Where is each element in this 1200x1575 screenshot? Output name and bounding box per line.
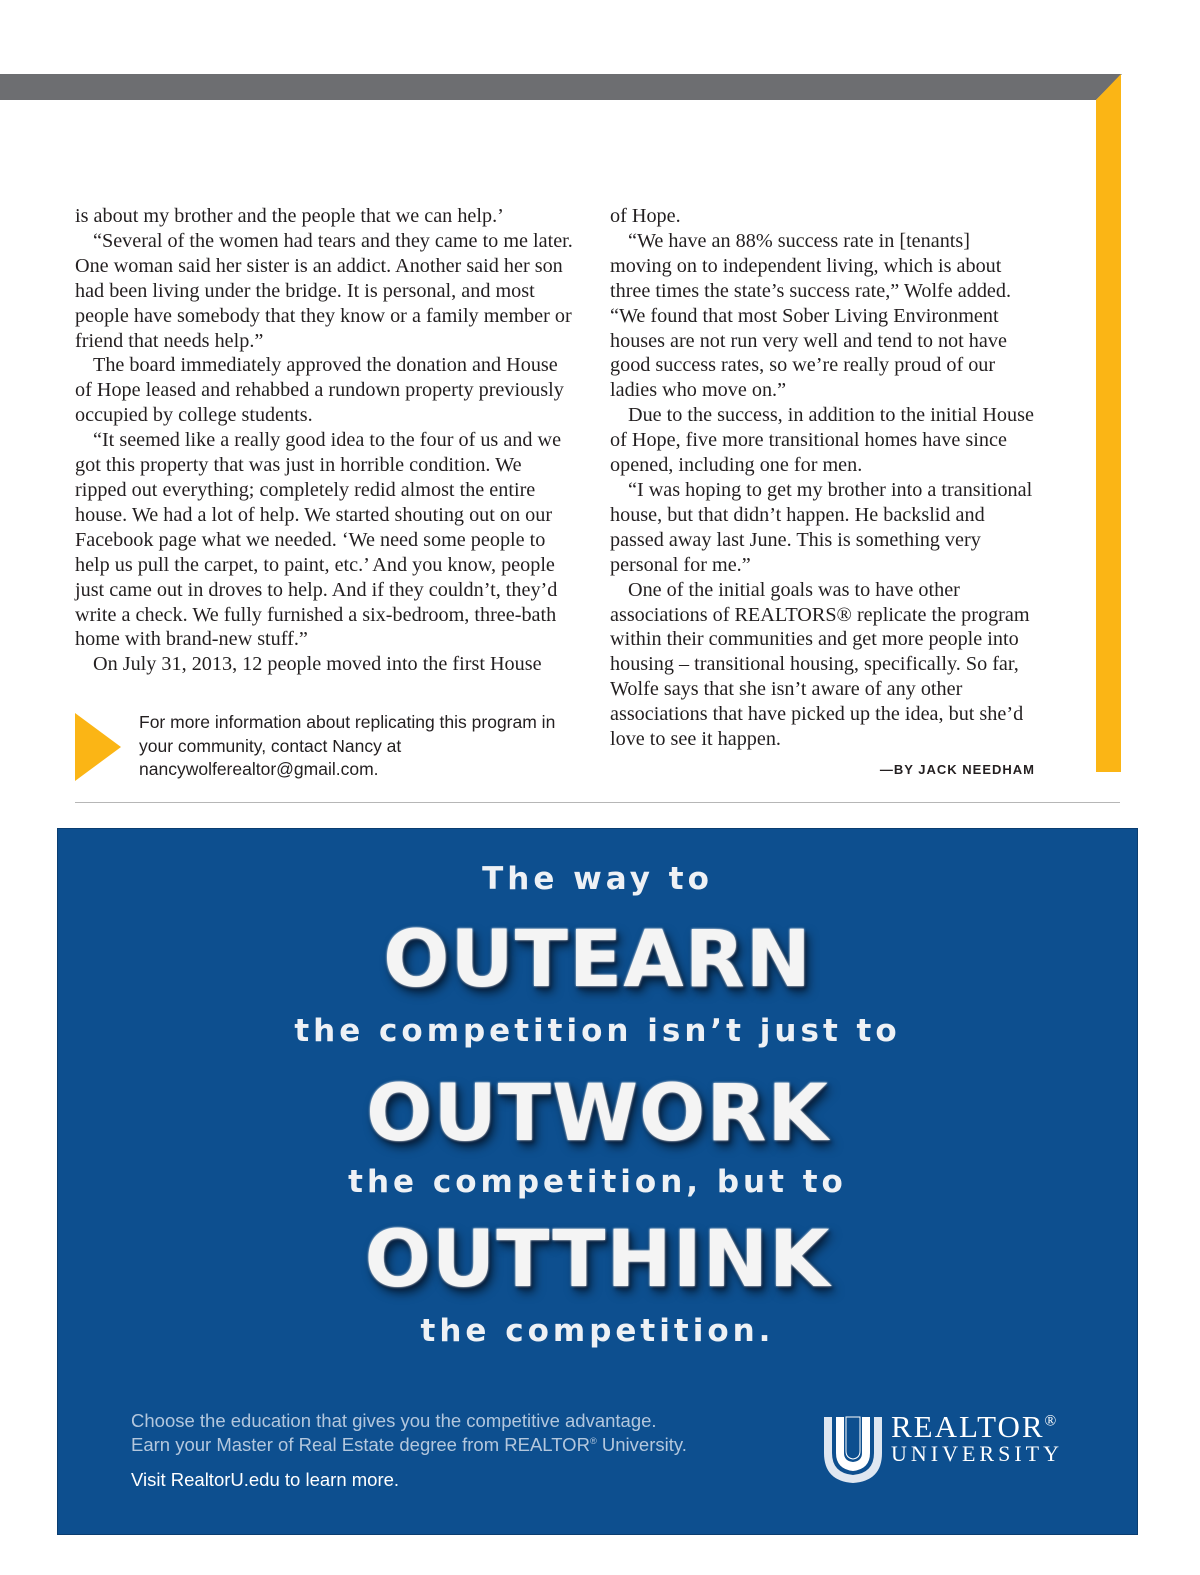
side-bar-cap — [1096, 74, 1121, 100]
ad-body-text — [131, 1409, 687, 1457]
divider — [75, 802, 1120, 803]
ad-headline-word: OUTTHINK — [364, 1215, 831, 1305]
paragraph: “Several of the women had tears and they came to me later. One woman said her sister is an addict. Another said her son had been living under the bridge. It is personal, and most people have somebody that they know or a family member or friend that needs help.” — [75, 229, 573, 352]
realtor-university-wordmark: REALTOR® UNIVERSITY — [891, 1409, 1063, 1466]
ad-headline-word: OUTWORK — [366, 1069, 829, 1159]
ad-headline-word: OUTEARN — [383, 915, 812, 1005]
byline: —BY JACK NEEDHAM — [879, 761, 1035, 777]
paragraph: One of the initial goals was to have other associations of REALTORS® replicate the program within their communities and get more people into housing – transitional housing, specifically. So far, Wolfe says that she isn’t aware of any other associations that have picked up the idea, but she’d love to see it happen. — [610, 578, 1030, 751]
paragraph: “I was hoping to get my brother into a transitional house, but that didn’t happen. He backslid and passed away last June. This is something very personal for me.” — [610, 478, 1033, 576]
side-yellow-bar — [1096, 100, 1121, 772]
ad-line: the competition. — [420, 1313, 775, 1349]
ad-line: the competition isn’t just to — [294, 1013, 901, 1049]
article-column-right — [610, 204, 1035, 783]
paragraph: of Hope. — [610, 205, 681, 227]
ad-line: The way to — [482, 861, 713, 897]
article-column-left — [75, 204, 575, 677]
realtor-university-logo-icon — [822, 1415, 884, 1485]
paragraph: The board immediately approved the donation and House of Hope leased and rehabbed a rundown property previously occupied by college students. — [75, 354, 564, 427]
realtor-university-ad[interactable] — [57, 828, 1138, 1535]
ad-line: the competition, but to — [348, 1164, 847, 1200]
paragraph: Due to the success, in addition to the initial House of Hope, five more transitional homes have since opened, including one for men. — [610, 404, 1034, 477]
ad-body-line: Choose the education that gives you the competitive advantage. — [131, 1410, 657, 1431]
paragraph: “It seemed like a really good idea to the four of us and we got this property that was just in horrible condition. We ripped out everything; completely redid almost the entire house. We had a lot of help. We started shouting out on our Facebook page what we needed. ‘We need some people to help us pull the carpet, to paint, etc.’ And you know, people just came out in droves to help. And if they couldn’t, they’d write a check. We fully furnished a six-bedroom, three-bath home with brand-new stuff.” — [75, 429, 562, 651]
ad-body-line: Earn your Master of Real Estate degree from REALTOR® University. — [131, 1434, 687, 1455]
header-gray-bar — [0, 74, 1096, 100]
triangle-arrow-icon — [75, 713, 121, 781]
paragraph: “We have an 88% success rate in [tenants] moving on to independent living, which is about three times the state’s success rate,” Wolfe added. “We found that most Sober Living Environment houses are not run very well and tend to not have good success rates, so we’re really proud of our ladies who move on.” — [610, 229, 1012, 402]
ad-cta-link[interactable]: Visit RealtorU.edu to learn more. — [131, 1469, 400, 1490]
paragraph: is about my brother and the people that we can help.’ — [75, 205, 504, 227]
paragraph: On July 31, 2013, 12 people moved into the first House — [93, 653, 542, 676]
callout-text: For more information about replicating this program in your community, contact Nancy at nancywolferealtor@gmail.com. — [139, 712, 556, 779]
